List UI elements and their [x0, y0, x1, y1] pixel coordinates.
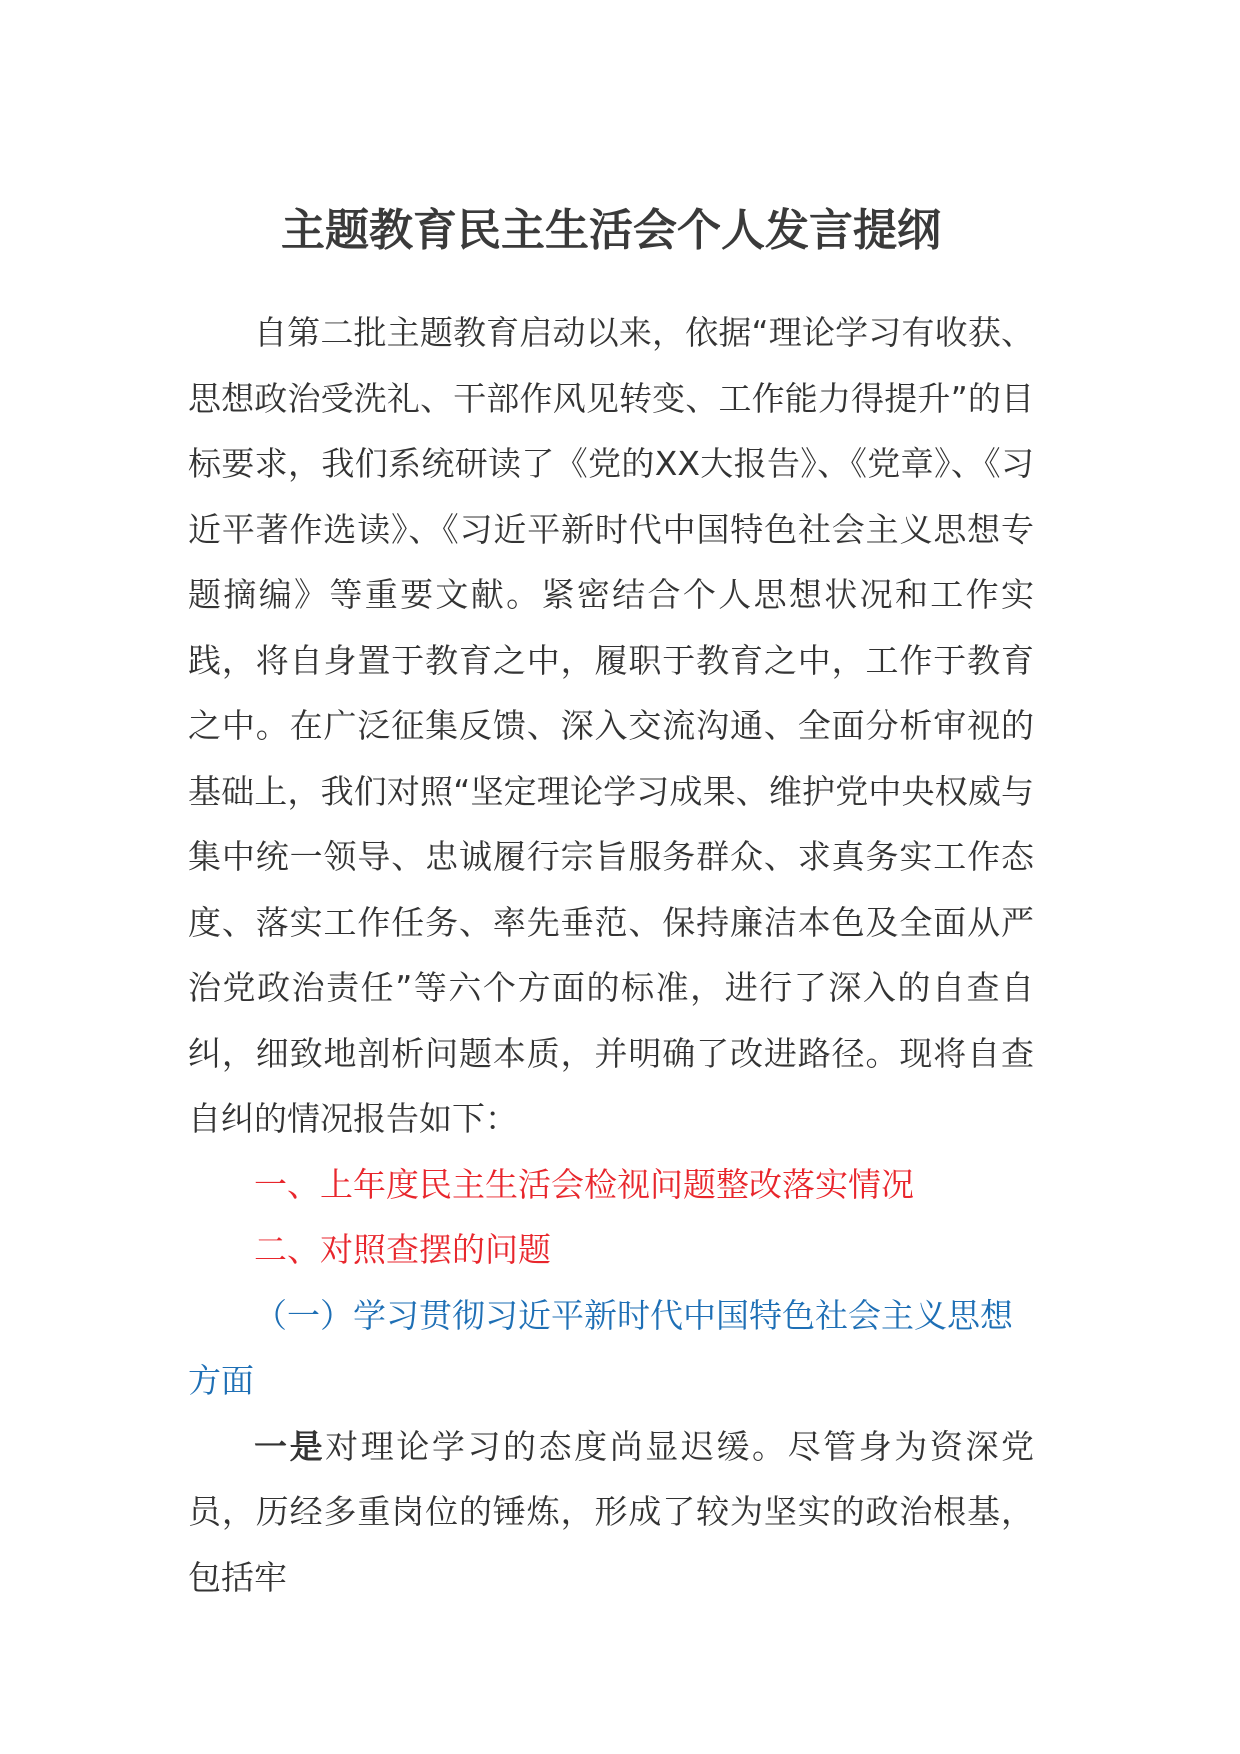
point-1-paragraph [188, 1414, 1034, 1611]
point-1-text: 对理论学习的态度尚显迟缓。尽管身为资深党员，历经多重岗位的锤炼，形成了较为坚实的政治根基，包括牢 [188, 1426, 1035, 1597]
point-1-lead: 一是 [254, 1426, 326, 1466]
intro-paragraph: 自第二批主题教育启动以来，依据“理论学习有收获、思想政治受洗礼、干部作风见转变、工作能力得提升”的目标要求，我们系统研读了《党的XX大报告》、《党章》、《习近平著作选读》、《习近平新时代中国特色社会主义思想专题摘编》等重要文献。紧密结合个人思想状况和工作实践，将自身置于教育之中，履职于教育之中，工作于教育之中。在广泛征集反馈、深入交流沟通、全面分析审视的基础上，我们对照“坚定理论学习成果、维护党中央权威与集中统一领导、忠诚履行宗旨服务群众、求真务实工作态度、落实工作任务、率先垂范、保持廉洁本色及全面从严治党政治责任”等六个方面的标准，进行了深入的自查自纠，细致地剖析问题本质，并明确了改进路径。现将自查自纠的情况报告如下： [188, 313, 1034, 1138]
section-heading-2: 二、对照查摆的问题 [254, 1230, 551, 1269]
subsection-heading-1: （一）学习贯彻习近平新时代中国特色社会主义思想方面 [188, 1295, 1013, 1400]
document-page [188, 196, 1034, 1610]
document-title: 主题教育民主生活会个人发言提纲 [281, 205, 941, 256]
section-heading-1: 一、上年度民主生活会检视问题整改落实情况 [254, 1164, 914, 1204]
